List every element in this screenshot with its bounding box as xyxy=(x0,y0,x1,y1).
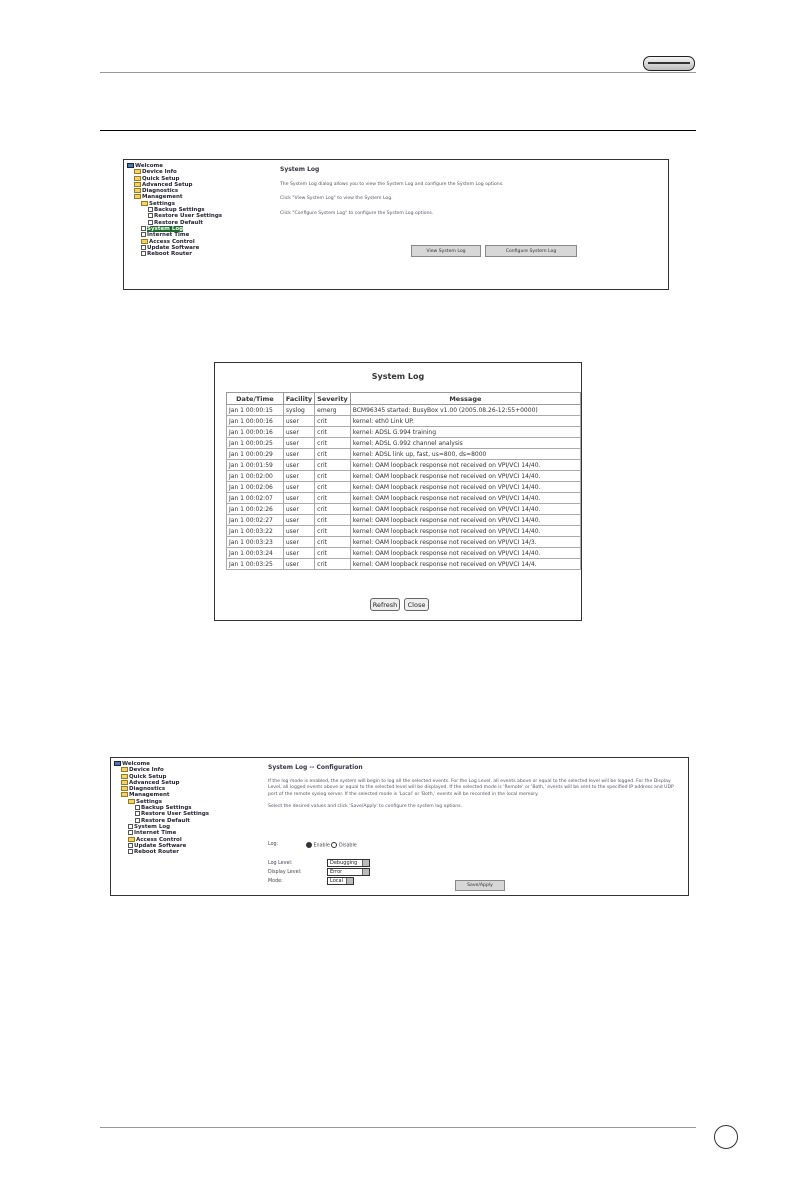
config-instruction: Click "Configure System Log" to configure the System Log options. xyxy=(280,210,434,216)
nav-item-label: Access Control xyxy=(149,238,195,245)
log-message: kernel: OAM loopback response not received on VPI/VCI 14/4. xyxy=(350,559,580,570)
log-message: kernel: ADSL G.994 training xyxy=(350,427,580,438)
nav-item-label: Restore User Settings xyxy=(141,811,210,818)
page-icon xyxy=(141,232,146,237)
log-datetime: Jan 1 00:00:16 xyxy=(227,416,284,427)
log-message: kernel: OAM loopback response not received on VPI/VCI 14/40. xyxy=(350,460,580,471)
log-title: System Log xyxy=(371,372,425,381)
page-icon xyxy=(135,805,140,810)
page-icon xyxy=(128,824,133,829)
refresh-button[interactable]: Refresh xyxy=(370,598,400,611)
page-icon xyxy=(141,245,146,250)
log-message: kernel: OAM loopback response not received on VPI/VCI 14/40. xyxy=(350,548,580,559)
nav-item-label: Advanced Setup xyxy=(129,779,180,786)
enable-radio[interactable] xyxy=(306,842,312,848)
log-label: Log: xyxy=(268,842,279,847)
log-facility: user xyxy=(283,537,314,548)
log-severity: crit xyxy=(315,471,351,482)
log-severity: crit xyxy=(315,559,351,570)
enable-label: Enable xyxy=(313,843,330,849)
page-icon xyxy=(148,207,153,212)
log-message: kernel: OAM loopback response not received on VPI/VCI 14/40. xyxy=(350,526,580,537)
nav-item-label: Internet Time xyxy=(134,830,177,837)
nav-item-label: Device Info xyxy=(129,767,164,774)
folder-icon xyxy=(141,239,148,244)
nav-item-label: Internet Time xyxy=(147,232,190,239)
log-row xyxy=(227,471,581,482)
log-message: kernel: ADSL G.992 channel analysis xyxy=(350,438,580,449)
folder-icon xyxy=(121,792,128,797)
nav-item-label: Reboot Router xyxy=(134,849,180,856)
save-apply-button[interactable]: Save/Apply xyxy=(455,880,505,891)
log-severity: crit xyxy=(315,515,351,526)
section-rule xyxy=(100,130,696,131)
log-facility: user xyxy=(283,449,314,460)
log-facility: user xyxy=(283,416,314,427)
system-log-pane xyxy=(280,166,660,217)
log-datetime: Jan 1 00:03:23 xyxy=(227,537,284,548)
folder-icon xyxy=(134,188,141,193)
disable-radio[interactable] xyxy=(331,842,337,848)
log-header-row xyxy=(227,393,581,405)
page-number xyxy=(714,1125,738,1149)
folder-icon xyxy=(134,194,141,199)
log-datetime: Jan 1 00:03:25 xyxy=(227,559,284,570)
disable-label: Disable xyxy=(338,843,357,849)
log-facility: user xyxy=(283,460,314,471)
log-row xyxy=(227,460,581,471)
log-datetime: Jan 1 00:02:00 xyxy=(227,471,284,482)
log-row xyxy=(227,438,581,449)
log-severity: crit xyxy=(315,504,351,515)
nav-item-label: Diagnostics xyxy=(129,786,166,793)
nav-item-label: Settings xyxy=(136,798,162,805)
folder-icon xyxy=(121,786,128,791)
log-row xyxy=(227,427,581,438)
log-datetime: Jan 1 00:00:16 xyxy=(227,427,284,438)
nav-item[interactable] xyxy=(114,849,209,855)
log-table xyxy=(226,392,581,570)
configure-system-log-button[interactable]: Configure System Log xyxy=(485,245,577,257)
log-level-label: Log Level: xyxy=(268,861,293,866)
computer-icon xyxy=(127,163,134,168)
nav-item-label: Restore Default xyxy=(141,817,190,824)
header-rule xyxy=(100,72,696,73)
log-facility: user xyxy=(283,548,314,559)
nav-item-label: Reboot Router xyxy=(147,251,193,258)
log-facility: user xyxy=(283,438,314,449)
log-toggle-row xyxy=(268,842,357,849)
folder-icon xyxy=(128,799,135,804)
log-datetime: Jan 1 00:02:07 xyxy=(227,493,284,504)
log-facility: user xyxy=(283,504,314,515)
log-message: kernel: OAM loopback response not received on VPI/VCI 14/3. xyxy=(350,537,580,548)
nav-item-label: Backup Settings xyxy=(141,805,192,812)
computer-icon xyxy=(114,761,121,766)
config-pane xyxy=(268,764,683,811)
log-datetime: Jan 1 00:02:06 xyxy=(227,482,284,493)
footer-rule xyxy=(100,1127,696,1128)
display-level-label: Display Level: xyxy=(268,870,302,875)
log-datetime: Jan 1 00:03:22 xyxy=(227,526,284,537)
page-icon xyxy=(148,220,153,225)
system-log-window xyxy=(214,362,582,621)
log-row xyxy=(227,482,581,493)
nav-item-label: Quick Setup xyxy=(142,175,180,182)
nav-item-label: Update Software xyxy=(147,244,200,251)
log-datetime: Jan 1 00:01:59 xyxy=(227,460,284,471)
log-severity: emerg xyxy=(315,405,351,416)
view-system-log-button[interactable]: View System Log xyxy=(411,245,481,257)
log-message: BCM96345 started: BusyBox v1.00 (2005.08.26-12:55+0000) xyxy=(350,405,580,416)
log-datetime: Jan 1 00:03:24 xyxy=(227,548,284,559)
log-facility: user xyxy=(283,493,314,504)
folder-icon xyxy=(141,201,148,206)
log-severity: crit xyxy=(315,526,351,537)
nav-item-label: Management xyxy=(142,194,183,201)
nav-item[interactable] xyxy=(127,251,222,257)
log-row xyxy=(227,493,581,504)
nav-item-label: Device Info xyxy=(142,169,177,176)
folder-icon xyxy=(134,169,141,174)
log-datetime: Jan 1 00:02:27 xyxy=(227,515,284,526)
log-severity: crit xyxy=(315,427,351,438)
log-datetime: Jan 1 00:00:25 xyxy=(227,438,284,449)
page-icon xyxy=(128,843,133,848)
log-datetime: Jan 1 00:02:26 xyxy=(227,504,284,515)
system-log-config-screenshot xyxy=(110,757,689,896)
nav-item-label: Restore User Settings xyxy=(154,213,223,220)
nav-item-label: System Log xyxy=(147,225,184,232)
log-severity: crit xyxy=(315,416,351,427)
log-row xyxy=(227,449,581,460)
folder-icon xyxy=(128,837,135,842)
intro-text: The System Log dialog allows you to view the System Log and configure the System Log options. xyxy=(280,182,504,187)
nav-item-label: Welcome xyxy=(122,761,150,767)
header-severity: Severity xyxy=(315,393,351,405)
nav-item-label: Diagnostics xyxy=(142,188,179,195)
nav-item-label: Backup Settings xyxy=(154,207,205,214)
display-level-select[interactable]: Error xyxy=(327,868,370,876)
log-severity: crit xyxy=(315,438,351,449)
log-severity: crit xyxy=(315,548,351,559)
log-datetime: Jan 1 00:00:29 xyxy=(227,449,284,460)
log-facility: user xyxy=(283,526,314,537)
log-message: kernel: OAM loopback response not received on VPI/VCI 14/40. xyxy=(350,504,580,515)
log-severity: crit xyxy=(315,493,351,504)
log-row xyxy=(227,559,581,570)
log-row xyxy=(227,548,581,559)
header-message: Message xyxy=(350,393,580,405)
log-facility: syslog xyxy=(283,405,314,416)
page-icon xyxy=(135,811,140,816)
page-icon xyxy=(141,226,146,231)
log-row xyxy=(227,405,581,416)
config-instruction: Select the desired values and click 'Save/Apply' to configure the system log options. xyxy=(268,804,463,810)
log-message: kernel: ADSL link up, fast, us=800, ds=8000 xyxy=(350,449,580,460)
log-row xyxy=(227,416,581,427)
mode-label: Mode: xyxy=(268,879,283,884)
log-severity: crit xyxy=(315,449,351,460)
nav-item-label: Update Software xyxy=(134,842,187,849)
log-datetime: Jan 1 00:00:15 xyxy=(227,405,284,416)
view-instruction: Click "View System Log" to view the System Log. xyxy=(280,196,393,202)
page-icon xyxy=(135,818,140,823)
config-title: System Log -- Configuration xyxy=(268,764,363,771)
header-datetime: Date/Time xyxy=(227,393,284,405)
mode-select[interactable]: Local xyxy=(327,877,354,885)
nav-tree xyxy=(114,761,209,855)
folder-icon xyxy=(121,767,128,772)
folder-icon xyxy=(121,774,128,779)
nav-item-label: Access Control xyxy=(136,836,182,843)
page-icon xyxy=(148,213,153,218)
log-message: kernel: OAM loopback response not received on VPI/VCI 14/40. xyxy=(350,471,580,482)
log-severity: crit xyxy=(315,482,351,493)
log-message: kernel: eth0 Link UP. xyxy=(350,416,580,427)
log-row xyxy=(227,515,581,526)
folder-icon xyxy=(134,176,141,181)
log-facility: user xyxy=(283,471,314,482)
log-facility: user xyxy=(283,515,314,526)
nav-item-label: System Log xyxy=(134,823,171,830)
log-facility: user xyxy=(283,427,314,438)
folder-icon xyxy=(121,780,128,785)
log-severity: crit xyxy=(315,460,351,471)
nav-item-label: Quick Setup xyxy=(129,773,167,780)
nav-item-label: Settings xyxy=(149,200,175,207)
page-icon xyxy=(128,830,133,835)
log-facility: user xyxy=(283,559,314,570)
log-row xyxy=(227,504,581,515)
log-message: kernel: OAM loopback response not received on VPI/VCI 14/40. xyxy=(350,482,580,493)
nav-item-label: Management xyxy=(129,792,170,799)
nav-item-label: Welcome xyxy=(135,163,163,169)
log-facility: user xyxy=(283,482,314,493)
nav-item-label: Advanced Setup xyxy=(142,181,193,188)
folder-icon xyxy=(134,182,141,187)
log-level-select[interactable]: Debugging xyxy=(327,859,370,867)
header-facility: Facility xyxy=(283,393,314,405)
page-icon xyxy=(128,849,133,854)
log-row xyxy=(227,537,581,548)
log-row xyxy=(227,526,581,537)
system-log-screenshot xyxy=(123,159,669,290)
config-description: If the log mode is enabled, the system will begin to log all the selected events. For the Log Level, all events above or equal to the selected level will be logged. For the Display Level, all logged events above or equal to the selected level will be displayed. If the selected mode is 'Remote' or 'Both,' events will be sent to the specified IP address and UDP port of the remote syslog server. If the selected mode is 'Local' or 'Both,' events will be recorded in the local memory. xyxy=(268,779,674,797)
page-title: System Log xyxy=(280,166,320,173)
router-logo xyxy=(643,56,695,71)
nav-tree xyxy=(127,163,222,257)
log-message: kernel: OAM loopback response not received on VPI/VCI 14/40. xyxy=(350,493,580,504)
close-button[interactable]: Close xyxy=(404,598,429,611)
nav-item-label: Restore Default xyxy=(154,219,203,226)
log-message: kernel: OAM loopback response not received on VPI/VCI 14/40. xyxy=(350,515,580,526)
log-severity: crit xyxy=(315,537,351,548)
page-icon xyxy=(141,251,146,256)
